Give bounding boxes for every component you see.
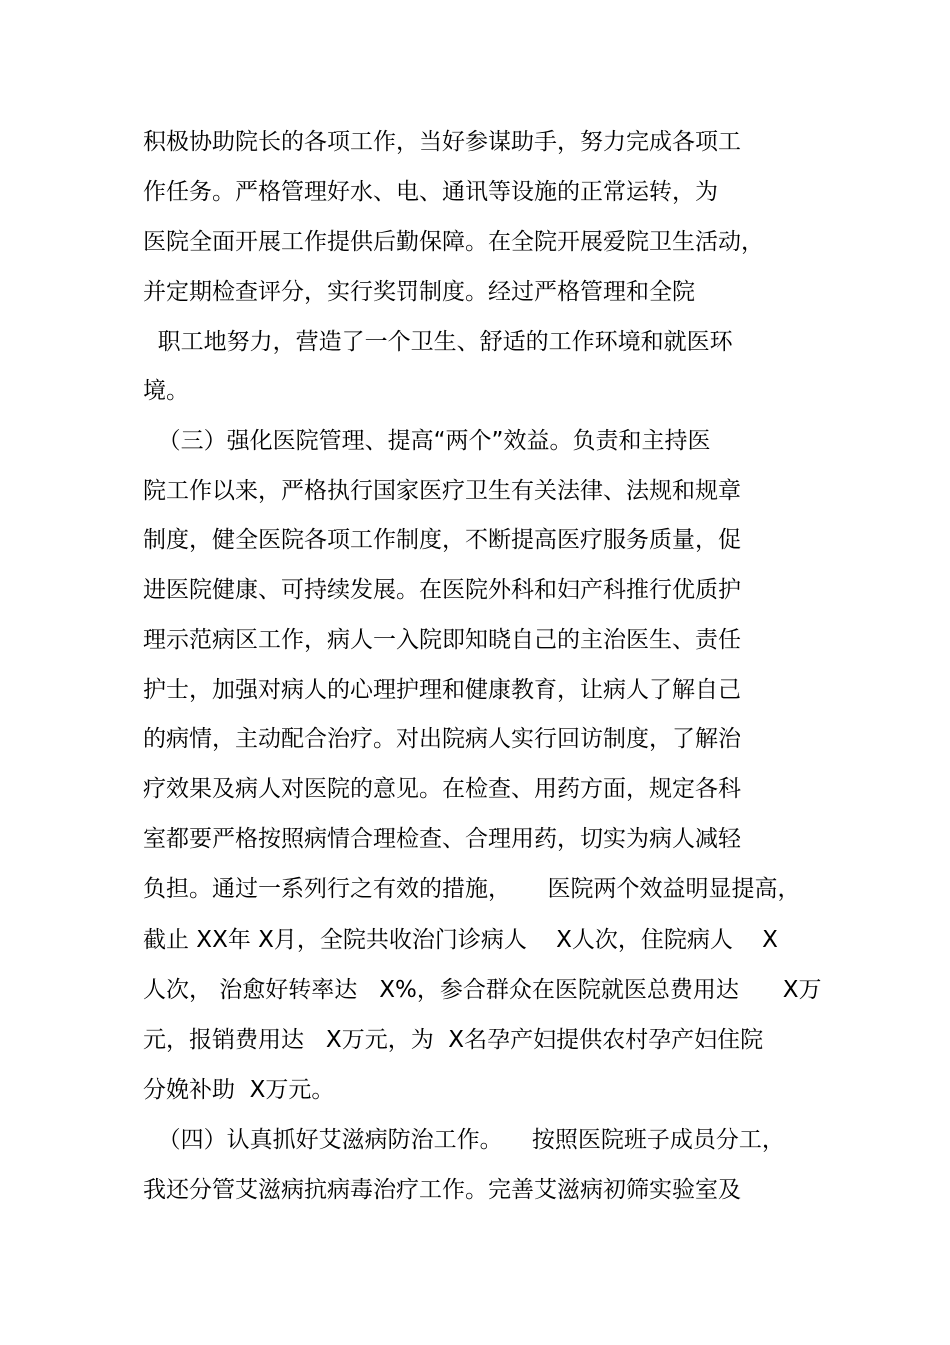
- text-line: 疗效果及病人对医院的意见。在检查、用药方面，规定各科: [143, 776, 741, 802]
- text-line: 进医院健康、可持续发展。在医院外科和妇产科推行优质护: [143, 577, 741, 603]
- text-line: 职工地努力，营造了一个卫生、舒适的工作环境和就医环: [143, 329, 733, 355]
- text-line: 的病情，主动配合治疗。对出院病人实行回访制度，了解治: [143, 726, 741, 752]
- text-line: 元，报销费用达 X万元，为 X名孕产妇提供农村孕产妇住院: [143, 1027, 764, 1053]
- text-line: 制度，健全医院各项工作制度，不断提高医疗服务质量，促: [143, 527, 741, 553]
- paragraph-heading: （四）认真抓好艾滋病防治工作。 按照医院班子成员分工，: [143, 1127, 785, 1153]
- text-line: 并定期检查评分，实行奖罚制度。经过严格管理和全院: [143, 279, 695, 305]
- text-line: 积极协助院长的各项工作，当好参谋助手，努力完成各项工: [143, 129, 741, 155]
- text-line: 作任务。严格管理好水、电、通讯等设施的正常运转，为: [143, 179, 718, 205]
- text-line: 我还分管艾滋病抗病毒治疗工作。完善艾滋病初筛实验室及: [143, 1177, 741, 1203]
- text-line: 负担。通过一系列行之有效的措施， 医院两个效益明显提高，: [143, 876, 801, 902]
- text-line: 境。: [143, 378, 189, 404]
- text-line: 理示范病区工作，病人一入院即知晓自己的主治医生、责任: [143, 627, 741, 653]
- text-line: 院工作以来，严格执行国家医疗卫生有关法律、法规和规章: [143, 478, 741, 504]
- text-line: 分娩补助 X万元。: [143, 1077, 335, 1103]
- text-line: 室都要严格按照病情合理检查、合理用药，切实为病人减轻: [143, 826, 741, 852]
- paragraph-heading: （三）强化医院管理、提高“两个”效益。负责和主持医: [143, 428, 711, 454]
- text-line: 医院全面开展工作提供后勤保障。在全院开展爱院卫生活动，: [143, 229, 764, 255]
- text-line: 截止 XX年 X月，全院共收治门诊病人 X人次，住院病人 X: [143, 927, 778, 953]
- text-line: 人次， 治愈好转率达 X%，参合群众在医院就医总费用达 X万: [143, 977, 822, 1003]
- text-line: 护士，加强对病人的心理护理和健康教育，让病人了解自己: [143, 677, 741, 703]
